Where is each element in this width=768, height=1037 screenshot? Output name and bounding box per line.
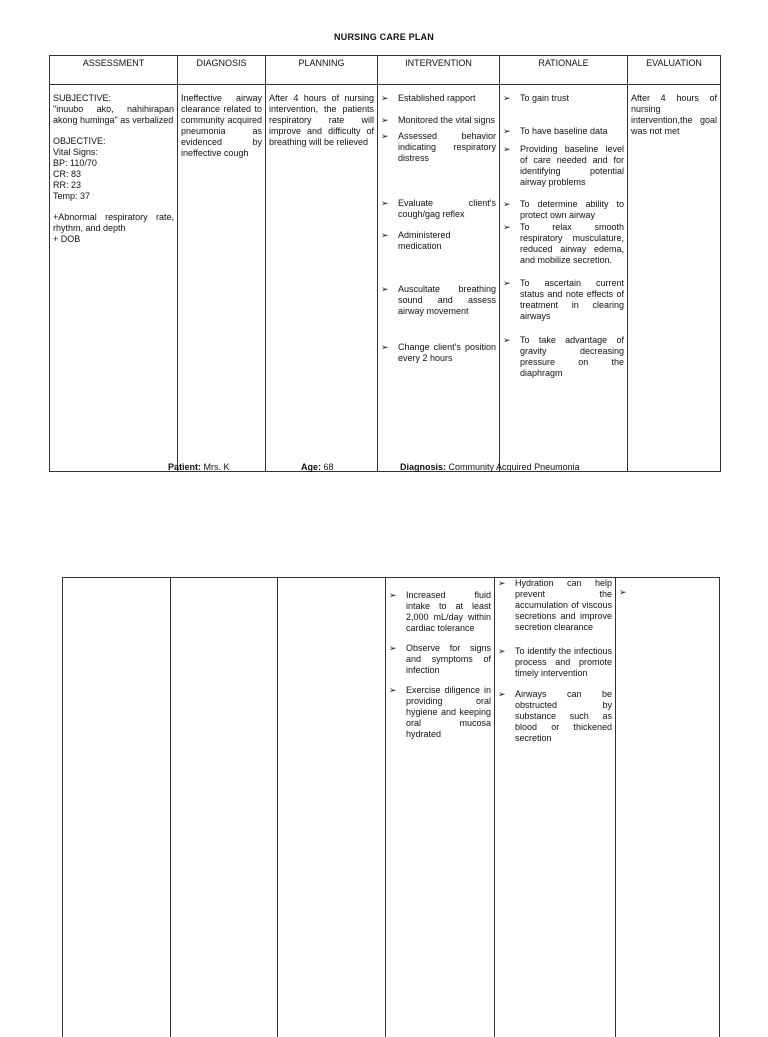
arrow-bullet-icon: ➢ (381, 93, 398, 104)
intervention-item: ➢ Evaluate client's cough/gag reflex (381, 198, 496, 220)
vital-bp: BP: 110/70 (53, 158, 174, 169)
vital-temp: Temp: 37 (53, 191, 174, 202)
header-intervention: INTERVENTION (378, 56, 500, 85)
document-title: NURSING CARE PLAN (0, 32, 768, 42)
intervention-item: ➢ Change client's position every 2 hours (381, 342, 496, 364)
arrow-bullet-icon: ➢ (381, 198, 398, 220)
vitals-label: Vital Signs: (53, 147, 174, 158)
arrow-bullet-icon: ➢ (498, 689, 515, 744)
age-label: Age: (301, 462, 321, 472)
age-field (301, 462, 334, 472)
rationale-item: ➢ To take advantage of gravity decreasing pressure on the diaphragm (503, 335, 624, 379)
header-assessment: ASSESSMENT (50, 56, 178, 85)
rationale-cell (495, 578, 616, 1037)
arrow-bullet-icon: ➢ (381, 131, 398, 164)
assessment-cell (63, 578, 171, 1037)
vital-rr: RR: 23 (53, 180, 174, 191)
rationale-item: ➢ To gain trust (503, 93, 624, 104)
arrow-bullet-icon: ➢ (389, 590, 406, 634)
finding-dob: + DOB (53, 234, 174, 245)
arrow-bullet-icon: ➢ (389, 685, 406, 740)
rationale-item: ➢ To relax smooth respiratory musculature, reduced airway edema, and mobilize secretion. (503, 222, 624, 266)
intervention-item: ➢ Administered medication (381, 230, 496, 252)
intervention-item: ➢ Exercise diligence in providing oral hygiene and keeping oral mucosa hydrated (389, 685, 491, 740)
header-evaluation: EVALUATION (628, 56, 721, 85)
arrow-bullet-icon: ➢ (503, 93, 520, 104)
planning-cell (278, 578, 386, 1037)
arrow-bullet-icon: ➢ (381, 115, 398, 126)
arrow-bullet-icon: ➢ (381, 284, 398, 317)
rationale-item: ➢ Airways can be obstructed by substance such as blood or thickened secretion (498, 689, 612, 744)
arrow-bullet-icon: ➢ (498, 646, 515, 679)
arrow-bullet-icon: ➢ (503, 126, 520, 137)
finding-abnormal-respiratory: +Abnormal respiratory rate, rhythm, and depth (53, 212, 174, 234)
diagnosis-footer-label: Diagnosis: (400, 462, 446, 472)
subjective-label: SUBJECTIVE: (53, 93, 174, 104)
rationale-item: ➢ Hydration can help prevent the accumulation of viscous secretions and improve secretion clearance (498, 578, 612, 633)
arrow-bullet-icon: ➢ (503, 278, 520, 322)
care-plan-table (49, 55, 721, 472)
header-planning: PLANNING (266, 56, 378, 85)
rationale-item: ➢ To identify the infectious process and promote timely intervention (498, 646, 612, 679)
rationale-cell (500, 85, 628, 472)
arrow-bullet-icon: ➢ (503, 199, 520, 221)
header-row (50, 56, 721, 85)
intervention-item: ➢ Established rapport (381, 93, 496, 104)
arrow-bullet-icon: ➢ (389, 643, 406, 676)
patient-value: Mrs. K (204, 462, 230, 472)
diagnosis-field (400, 462, 580, 472)
arrow-bullet-icon: ➢ (619, 587, 636, 598)
objective-label: OBJECTIVE: (53, 136, 174, 147)
evaluation-item (619, 587, 716, 598)
intervention-item: ➢ Increased fluid intake to at least 2,000 mL/day within cardiac tolerance (389, 590, 491, 634)
intervention-item: ➢ Auscultate breathing sound and assess airway movement (381, 284, 496, 317)
diagnosis-cell: Ineffective airway clearance related to community acquired pneumonia as evidenced by ineffective cough (178, 85, 266, 472)
intervention-cell (378, 85, 500, 472)
vital-cr: CR: 83 (53, 169, 174, 180)
subjective-text: "inuubo ako, nahihirapan akong huminga" as verbalized (53, 104, 174, 126)
care-plan-continuation-table (62, 577, 720, 1037)
patient-label: Patient: (168, 462, 201, 472)
patient-field (168, 462, 230, 472)
arrow-bullet-icon: ➢ (503, 335, 520, 379)
assessment-cell (50, 85, 178, 472)
care-plan-row (50, 85, 721, 472)
rationale-item: ➢ To ascertain current status and note effects of treatment in clearing airways (503, 278, 624, 322)
intervention-item: ➢ Monitored the vital signs (381, 115, 496, 126)
rationale-item: ➢ To determine ability to protect own airway (503, 199, 624, 221)
evaluation-cell (616, 578, 720, 1037)
planning-cell: After 4 hours of nursing intervention, the patients respiratory rate will improve and difficulty of breathing will be relieved (266, 85, 378, 472)
rationale-item: ➢ To have baseline data (503, 126, 624, 137)
age-value: 68 (324, 462, 334, 472)
arrow-bullet-icon: ➢ (498, 578, 515, 633)
arrow-bullet-icon: ➢ (503, 222, 520, 266)
arrow-bullet-icon: ➢ (381, 342, 398, 364)
diagnosis-cell (171, 578, 278, 1037)
intervention-item: ➢ Observe for signs and symptoms of infection (389, 643, 491, 676)
intervention-cell (386, 578, 495, 1037)
diagnosis-footer-value: Community Acquired Pneumonia (449, 462, 580, 472)
header-diagnosis: DIAGNOSIS (178, 56, 266, 85)
header-rationale: RATIONALE (500, 56, 628, 85)
arrow-bullet-icon: ➢ (503, 144, 520, 188)
rationale-item: ➢ Providing baseline level of care needed and for identifying potential airway problems (503, 144, 624, 188)
care-plan-row (63, 578, 720, 1037)
evaluation-cell: After 4 hours of nursing intervention,the goal was not met (628, 85, 721, 472)
arrow-bullet-icon: ➢ (381, 230, 398, 252)
intervention-item: ➢ Assessed behavior indicating respiratory distress (381, 131, 496, 164)
